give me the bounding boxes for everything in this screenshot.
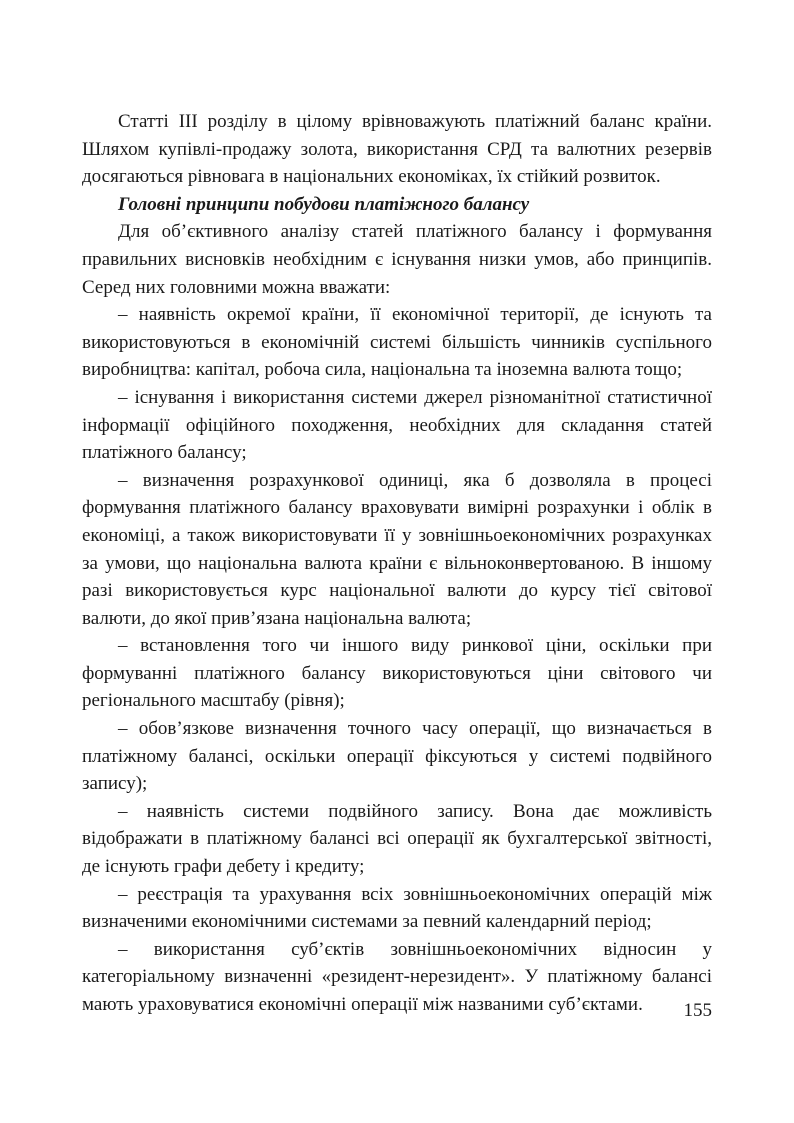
page-body (82, 108, 712, 1019)
section-heading: Головні принципи побудови платіжного балансу (118, 193, 530, 215)
list-item-market-price: – встановлення того чи іншого виду ринкової ціни, оскільки при формуванні платіжного балансу використовуються ціни світового чи регіонального масштабу (рівня); (82, 635, 712, 712)
list-item-statistics: – існування і використання системи джерел різноманітної статистичної інформації офіційного походження, необхідних для складання статей платіжного балансу; (82, 386, 712, 464)
page-number: 155 (683, 1000, 712, 1021)
principles-paragraph: Для об’єктивного аналізу статей платіжного балансу і формування правильних висновків необхідним є існування низки умов, або принципів. Серед них головними можна вважати: (82, 221, 712, 298)
intro-paragraph: Статті III розділу в цілому врівноважують платіжний баланс країни. Шляхом купівлі-продажу золота, використання СРД та валютних резервів досягаються рівновага в національних економіках, їх стійкий розвиток. (82, 111, 712, 188)
list-item-registration: – реєстрація та урахування всіх зовнішньоекономічних операцій між визначеними економічними системами за певний календарний період; (82, 883, 712, 933)
list-item-operation-time: – обов’язкове визначення точного часу операції, що визначається в платіжному балансі, оскільки операції фіксуються у системі подвійного запису); (82, 718, 712, 795)
list-item-double-entry: – наявність системи подвійного запису. Вона дає можливість відображати в платіжному балансі всі операції як бухгалтерської звітності, де існують графи дебету і кредиту; (82, 800, 712, 878)
list-item-resident: – використання суб’єктів зовнішньоекономічних відносин у категоріальному визначенні «резидент-нерезидент». У платіжному балансі мають ураховуватися економічні операції між названими суб’єктами. (82, 938, 712, 1015)
list-item-territory: – наявність окремої країни, її економічної території, де існують та використовуються в економічній системі більшість чинників суспільного виробництва: капітал, робоча сила, національна та іноземна валюта тощо; (82, 304, 712, 381)
list-item-currency-unit: – визначення розрахункової одиниці, яка б дозволяла в процесі формування платіжного балансу враховувати вимірні розрахунки і облік в економіці, а також використовувати її у зовнішньоекономічних розрахунках за умови, що національна валюта країни є вільноконвертованою. В іншому разі використовується курс національної валюти до курсу тієї світової валюти, до якої прив’язана національна валюта; (82, 469, 712, 629)
